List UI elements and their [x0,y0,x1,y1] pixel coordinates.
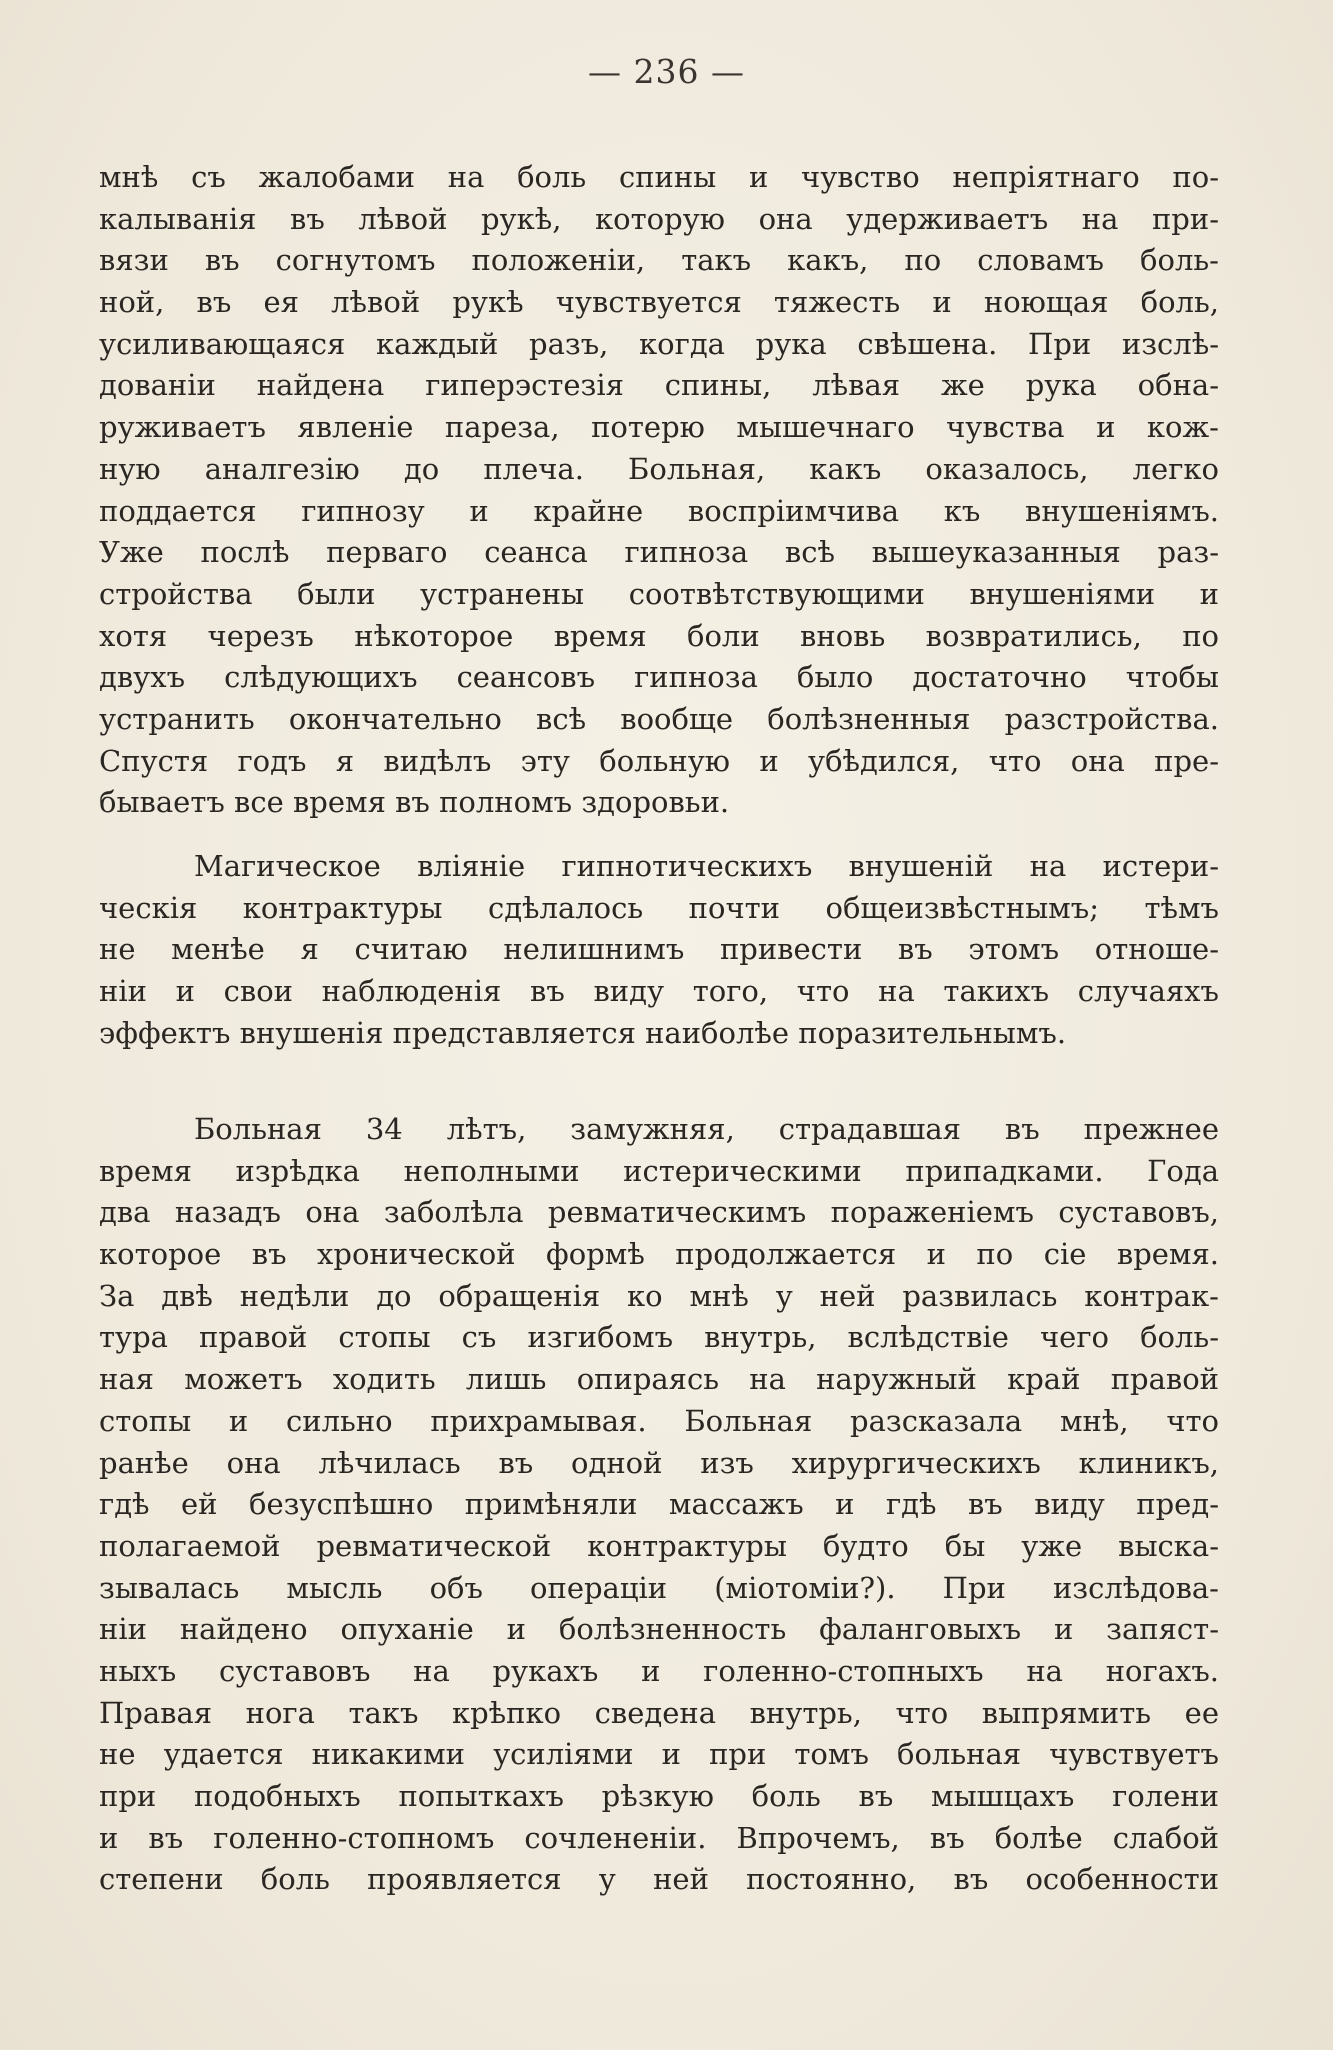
text-line: стройства были устранены соотвѣтствующими внушеніями и [99,576,1219,611]
text-line: не менѣе я считаю нелишнимъ привести въ этомъ отноше- [99,932,1219,967]
text-line: двухъ слѣдующихъ сеансовъ гипноза было достаточно чтобы [99,660,1219,695]
text-line: Спустя годъ я видѣлъ эту больную и убѣдился, что она пре- [99,743,1219,778]
text-line: ніи найдено опуханіе и болѣзненность фаланговыхъ и запяст- [99,1612,1219,1647]
text-line: не удается никакими усиліями и при томъ больная чувствуетъ [99,1737,1219,1772]
text-line: Правая нога такъ крѣпко сведена внутрь, что выпрямить ее [99,1695,1219,1730]
text-line: Магическое вліяніе гипнотическихъ внушеній на истери- [194,849,1219,883]
text-line: ранѣе она лѣчилась въ одной изъ хирургическихъ клиникъ, [99,1445,1219,1480]
text-line: ныхъ суставовъ на рукахъ и голенно-стопныхъ на ногахъ. [99,1653,1219,1688]
text-line: калыванія въ лѣвой рукѣ, которую она удерживаетъ на при- [99,201,1219,236]
text-line: при подобныхъ попыткахъ рѣзкую боль въ мышцахъ голени [99,1779,1219,1813]
text-line: и въ голенно-стопномъ сочлененіи. Впрочемъ, въ болѣе слабой [99,1820,1219,1855]
text-line: вязи въ согнутомъ положеніи, такъ какъ, по словамъ боль- [99,243,1219,278]
text-line: эффектъ внушенія представляется наиболѣе поразительнымъ. [99,1015,1067,1050]
text-line: ная можетъ ходить лишь опираясь на наружный край правой [99,1362,1219,1397]
text-line: полагаемой ревматической контрактуры будто бы уже выска- [99,1528,1219,1563]
text-line: гдѣ ей безуспѣшно примѣняли массажъ и гдѣ въ виду пред- [99,1487,1219,1522]
text-line: ной, въ ея лѣвой рукѣ чувствуется тяжесть и ноющая боль, [99,285,1219,320]
text-line: ную аналгезію до плеча. Больная, какъ оказалось, легко [99,451,1219,486]
paragraph-2 [99,846,1219,1054]
text-line: поддается гипнозу и крайне воспріимчива къ внушеніямъ. [99,493,1219,528]
text-line: мнѣ съ жалобами на боль спины и чувство непріятнаго по- [99,160,1219,194]
page-number: — 236 — [588,52,745,91]
text-line: руживаетъ явленіе пареза, потерю мышечнаго чувства и кож- [99,410,1219,445]
text-line: хотя черезъ нѣкоторое время боли вновь возвратились, по [99,618,1219,653]
paragraph-1 [99,157,1219,824]
text-line: За двѣ недѣли до обращенія ко мнѣ у ней развилась контрак- [99,1278,1219,1313]
text-line: Уже послѣ перваго сеанса гипноза всѣ вышеуказанныя раз- [99,535,1219,570]
text-line: ніи и свои наблюденія въ виду того, что на такихъ случаяхъ [99,974,1219,1009]
text-line: степени боль проявляется у ней постоянно, въ особенности [99,1862,1219,1897]
text-line: устранить окончательно всѣ вообще болѣзненныя разстройства. [99,701,1219,736]
text-line: которое въ хронической формѣ продолжается и по сіе время. [99,1237,1219,1272]
text-line: ческія контрактуры сдѣлалось почти общеизвѣстнымъ; тѣмъ [99,890,1219,925]
text-line: дованіи найдена гиперэстезія спины, лѣвая же рука обна- [99,368,1219,403]
text-line: время изрѣдка неполными истерическими припадками. Года [99,1153,1219,1188]
text-line: Больная 34 лѣтъ, замужняя, страдавшая въ прежнее [194,1112,1219,1146]
text-line: бываетъ все время въ полномъ здоровьи. [99,785,730,820]
text-line: стопы и сильно прихрамывая. Больная разсказала мнѣ, что [99,1403,1219,1438]
text-line: тура правой стопы съ изгибомъ внутрь, вслѣдствіе чего боль- [99,1320,1219,1355]
text-line: усиливающаяся каждый разъ, когда рука свѣшена. При изслѣ- [99,326,1219,361]
paragraph-3 [99,1109,1219,1901]
text-line: зывалась мысль объ операціи (міотоміи?). При изслѣдова- [99,1570,1219,1605]
text-line: два назадъ она заболѣла ревматическимъ пораженіемъ суставовъ, [99,1195,1219,1230]
